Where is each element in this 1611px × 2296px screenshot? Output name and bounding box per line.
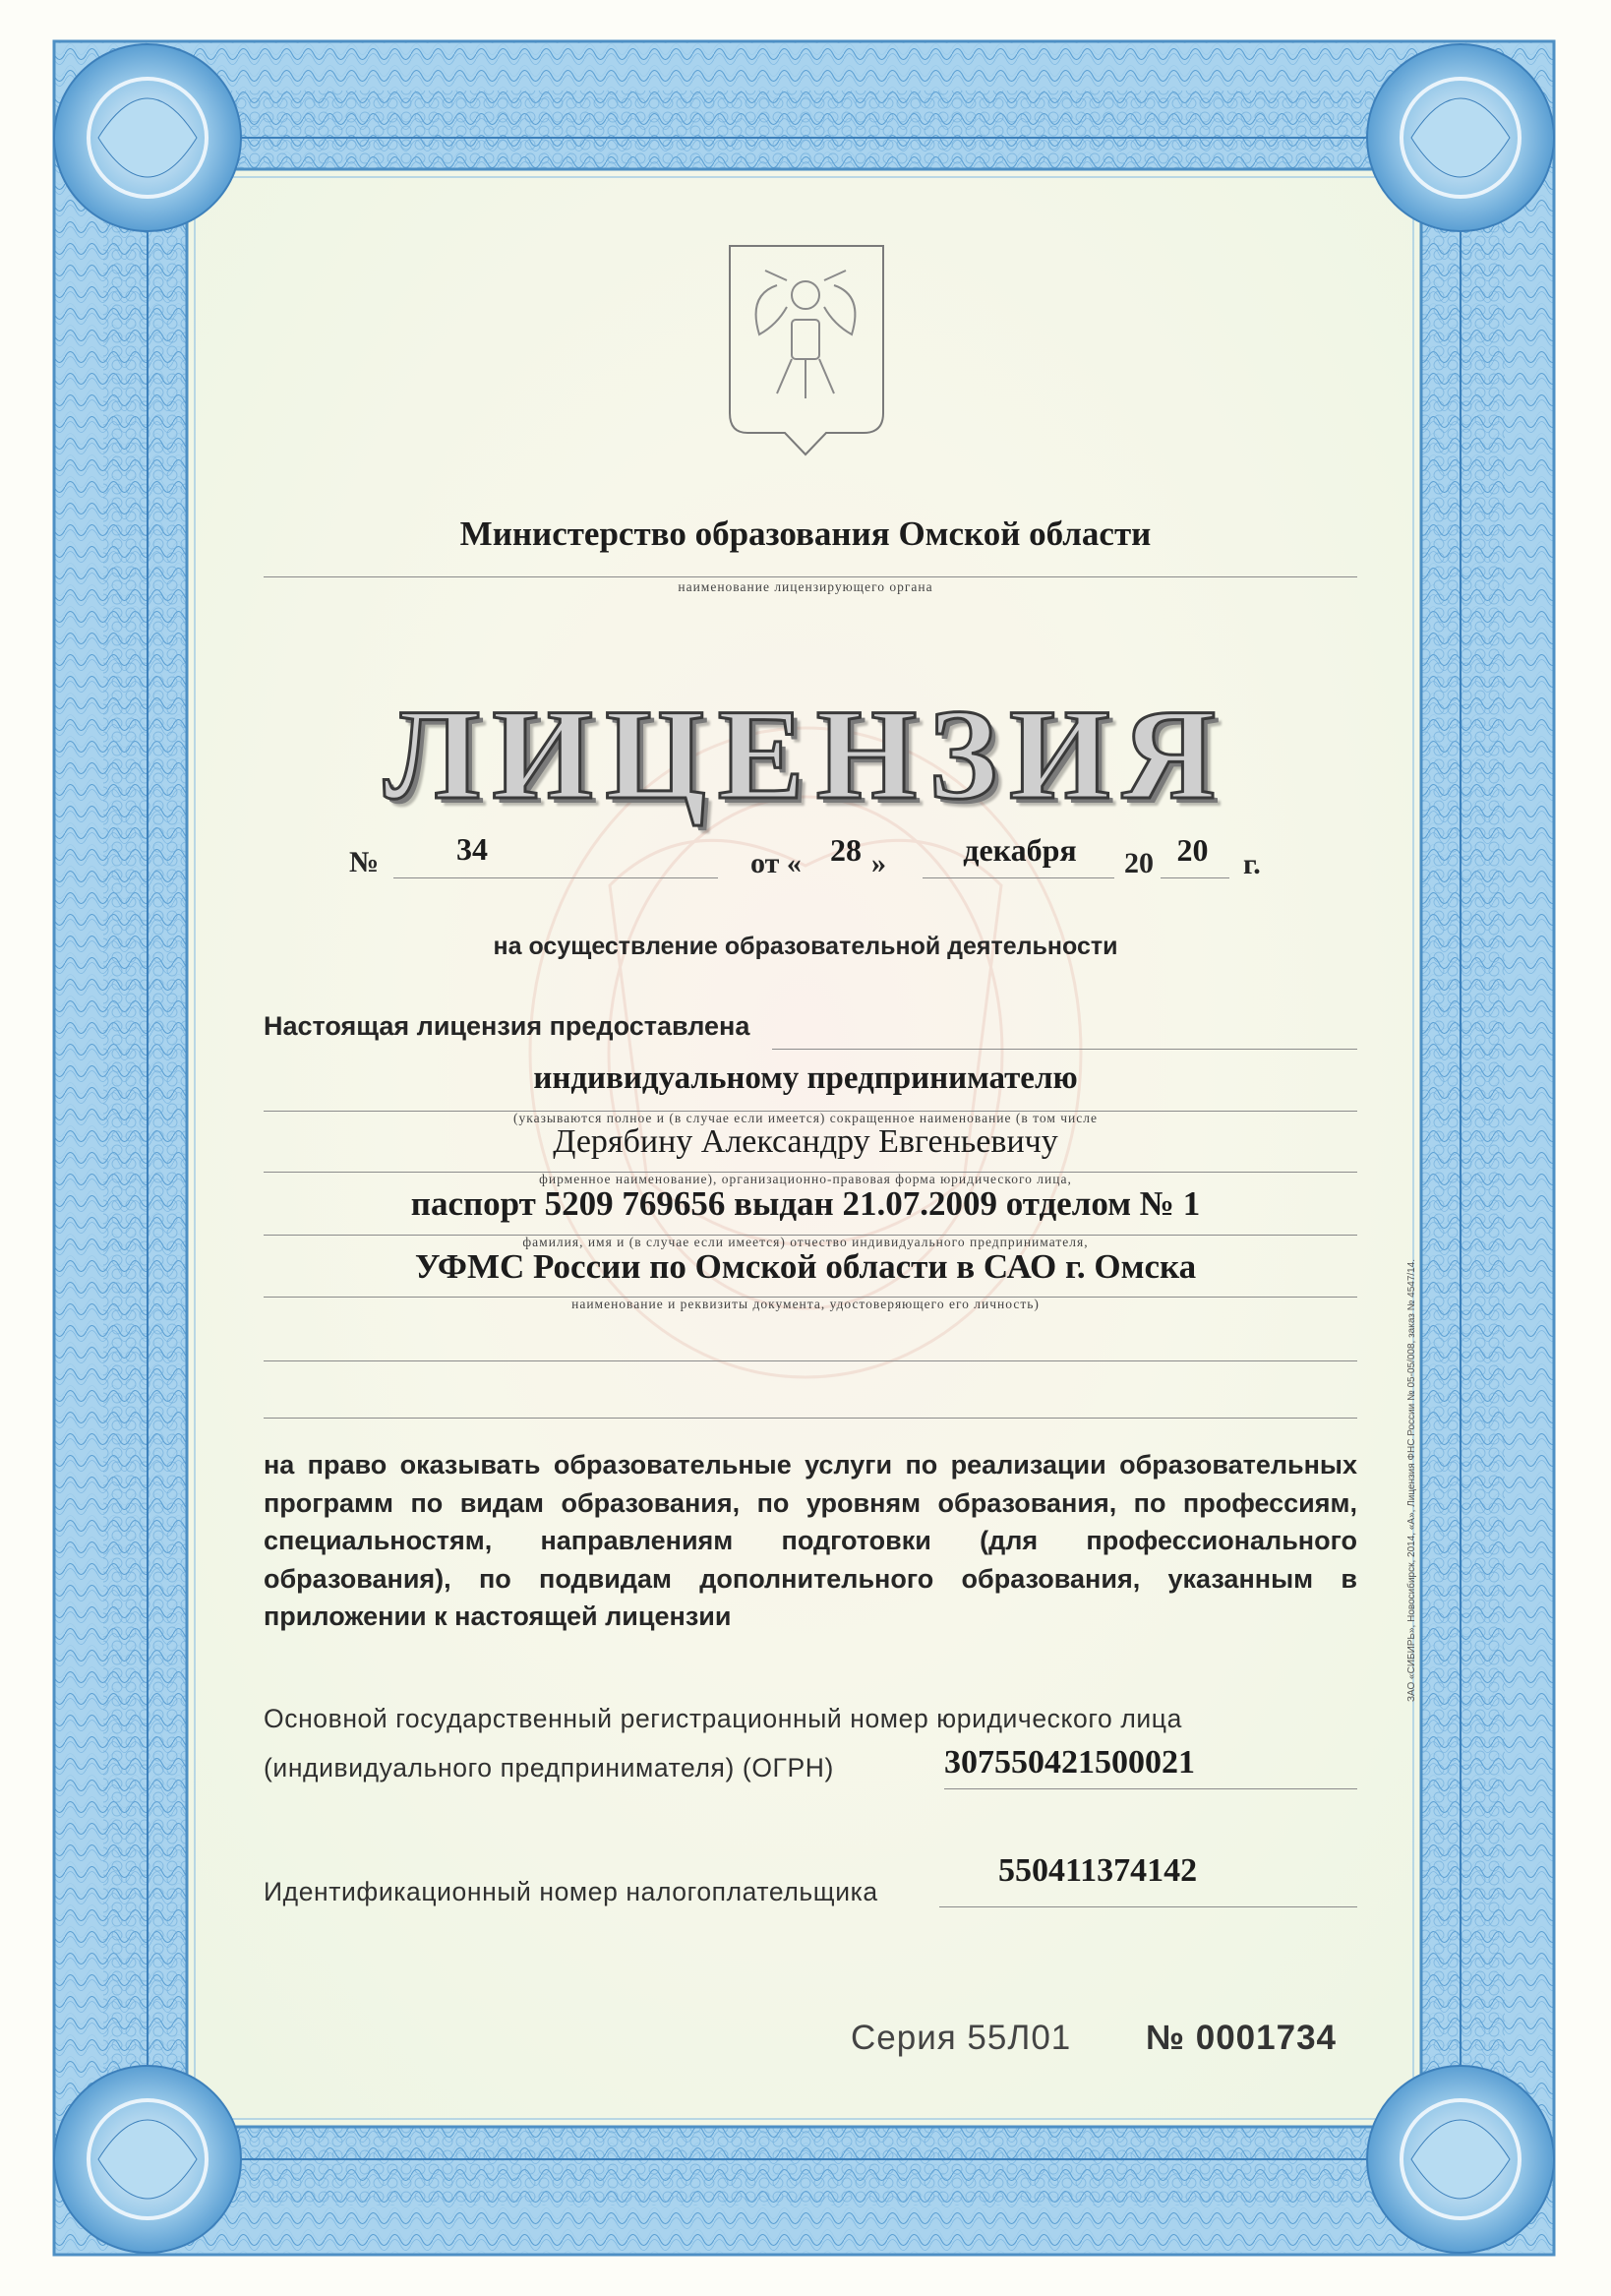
licensee-caption-4: наименование и реквизиты документа, удостоверяющего его личность) [571,1297,1040,1311]
ogrn-value: 307550421500021 [944,1744,1195,1781]
licensee-caption-1: (указываются полное и (в случае если имеется) сокращенное наименование (в том числе [512,1111,1099,1125]
license-activity: на осуществление образовательной деятельности [493,933,1118,960]
corner-ornament-tl [54,44,241,231]
granted-underline [772,1049,1357,1050]
authority-caption: наименование лицензирующего органа [678,579,933,594]
license-title: ЛИЦЕНЗИЯ [383,682,1228,826]
date-from-label: от « [750,847,802,879]
corner-ornament-br [1367,2066,1554,2253]
licensee-type: индивидуальному предпринимателю [533,1060,1078,1096]
license-month: декабря [963,832,1077,868]
date-close-quote: » [871,847,886,879]
number-underline [393,877,718,878]
authority-underline [264,576,1357,577]
rights-paragraph [264,1446,1357,1636]
month-underline [923,877,1114,878]
year-prefix: 20 [1124,847,1154,879]
rights-line: приложении к настоящей лицензии [264,1601,732,1631]
blank-line-1 [264,1360,1357,1361]
rights-line: программ по видам образования, по уровням образования, по профессиям, [264,1487,1357,1518]
licensee-passport: паспорт 5209 769656 выдан 21.07.2009 отделом № 1 [410,1184,1201,1223]
corner-ornament-bl [54,2066,241,2253]
inn-underline [939,1906,1357,1907]
licensee-name: Дерябину Александру Евгеньевичу [553,1123,1058,1160]
licensing-authority-name: Министерство образования Омской области [459,514,1152,553]
ogrn-label-line1: Основной государственный регистрационный номер юридического лица [264,1704,1182,1733]
license-number: 34 [456,831,488,867]
blank-line-2 [264,1418,1357,1419]
rights-line: специальностям, направлениям подготовки (для профессионального [264,1526,1357,1555]
granted-label: Настоящая лицензия предоставлена [264,1011,750,1041]
inn-label: Идентификационный номер налогоплательщика [264,1877,878,1906]
year-underline [1161,877,1229,878]
ogrn-label-line2: (индивидуального предпринимателя) (ОГРН) [264,1753,834,1782]
rights-line: образования), по подвидам дополнительного образования, указанным в [264,1563,1357,1594]
rights-line: на право оказывать образовательные услуги по реализации образовательных [264,1450,1357,1480]
corner-ornament-tr [1367,44,1554,231]
licensee-caption-2: фирменное наименование), организационно-правовая форма юридического лица, [539,1172,1072,1186]
license-day: 28 [830,832,862,868]
ogrn-underline [944,1788,1357,1789]
license-year: 20 [1176,832,1209,868]
form-series: Серия 55Л01 [851,2019,1072,2057]
printer-imprint: ЗАО «СИБИРЬ», Новосибирск, 2014, «А», Лицензия ФНС России № 05-05/008, заказ № 4547/14. [1406,1258,1417,1702]
year-unit: г. [1243,848,1261,880]
number-sign: № [349,846,380,878]
licensee-passport-issuer: УФМС России по Омской области в САО г. Омска [414,1247,1197,1286]
licensee-caption-3: фамилия, имя и (в случае если имеется) отчество индивидуального предпринимателя, [522,1235,1089,1249]
form-number: № 0001734 [1146,2019,1337,2057]
inn-value: 550411374142 [998,1852,1198,1889]
